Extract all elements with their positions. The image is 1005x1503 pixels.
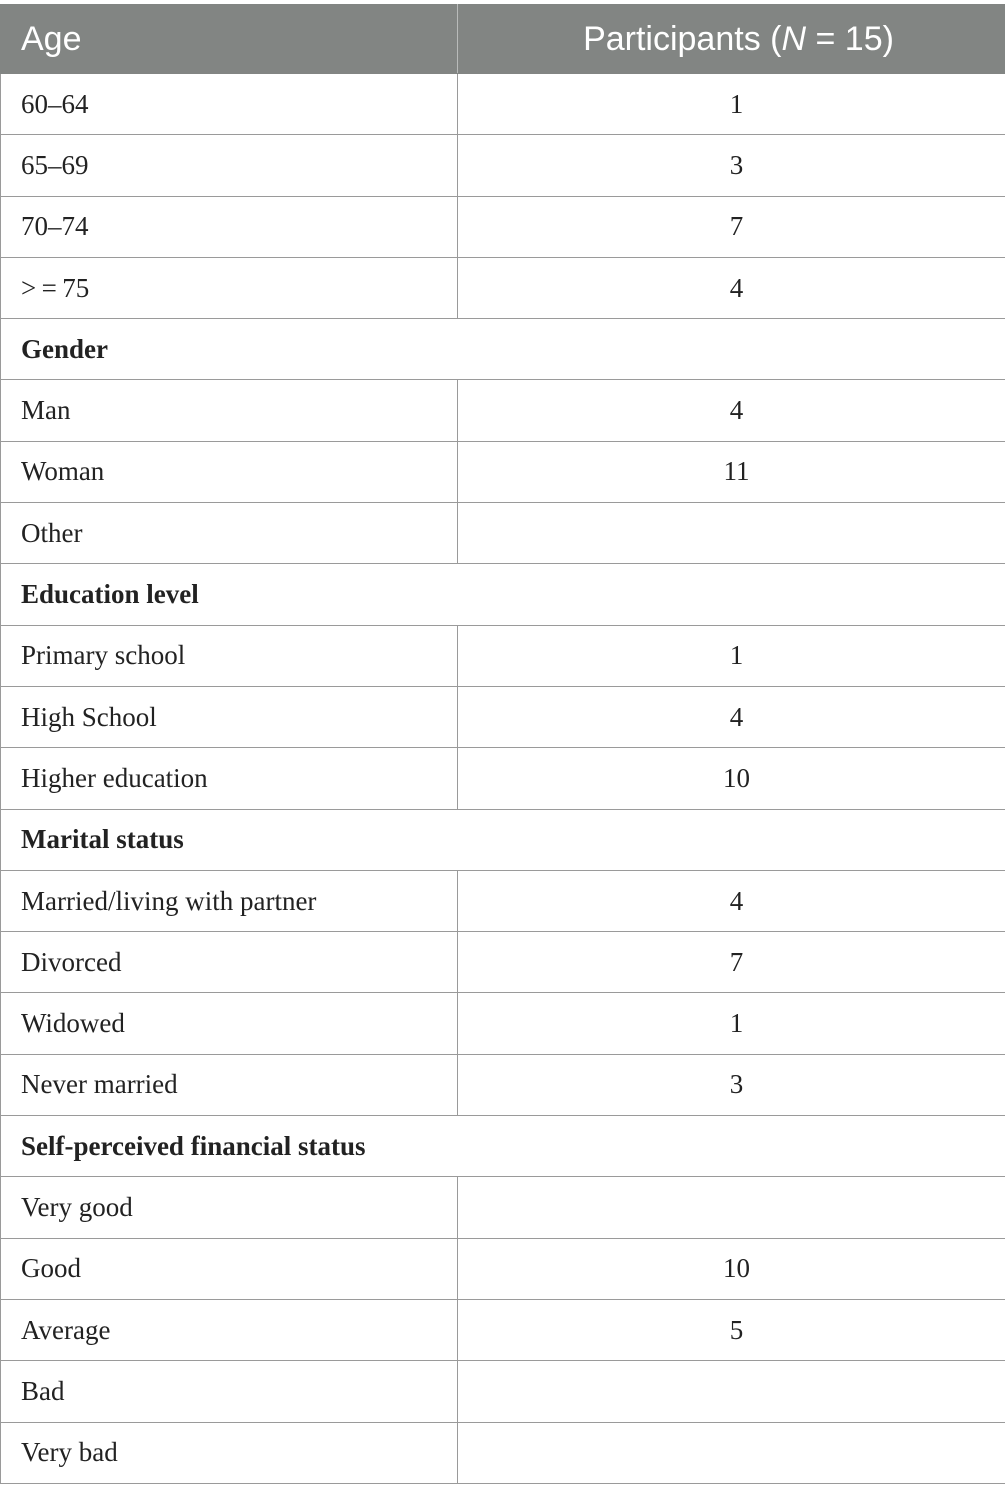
section-row-education	[1, 564, 1005, 625]
row-label: 70–74	[1, 196, 458, 257]
row-label: > = 75	[1, 257, 458, 318]
table-row	[1, 1177, 1005, 1238]
table-row	[1, 74, 1005, 135]
table-row	[1, 441, 1005, 502]
row-value: 10	[458, 1238, 1005, 1299]
section-title: Self-perceived financial status	[1, 1116, 1005, 1177]
section-row-financial	[1, 1116, 1005, 1177]
table-row	[1, 748, 1005, 809]
table-row	[1, 380, 1005, 441]
demographics-table	[0, 4, 1005, 1484]
row-label: Higher education	[1, 748, 458, 809]
table-row	[1, 196, 1005, 257]
row-value: 7	[458, 196, 1005, 257]
row-value: 4	[458, 686, 1005, 747]
participants-header-prefix: Participants (	[583, 19, 782, 58]
section-title: Education level	[1, 564, 1005, 625]
participants-header-n: N	[781, 19, 807, 58]
table-body	[1, 74, 1005, 1484]
table-row	[1, 257, 1005, 318]
row-label: Good	[1, 1238, 458, 1299]
section-title: Gender	[1, 319, 1005, 380]
row-label: Man	[1, 380, 458, 441]
table-row	[1, 1299, 1005, 1360]
section-title: Marital status	[1, 809, 1005, 870]
row-label: 65–69	[1, 135, 458, 196]
table-header	[1, 5, 1005, 74]
row-value: 4	[458, 380, 1005, 441]
row-label: Divorced	[1, 932, 458, 993]
row-label: Never married	[1, 1054, 458, 1115]
row-value	[458, 503, 1005, 564]
section-row-gender	[1, 319, 1005, 380]
row-value	[458, 1361, 1005, 1422]
row-value	[458, 1422, 1005, 1483]
row-label: 60–64	[1, 74, 458, 135]
row-value: 11	[458, 441, 1005, 502]
row-value: 7	[458, 932, 1005, 993]
row-label: Woman	[1, 441, 458, 502]
section-row-marital	[1, 809, 1005, 870]
row-label: Very good	[1, 1177, 458, 1238]
row-value: 3	[458, 135, 1005, 196]
table-row	[1, 686, 1005, 747]
row-label: Primary school	[1, 625, 458, 686]
row-value: 1	[458, 993, 1005, 1054]
row-value: 1	[458, 625, 1005, 686]
header-row	[1, 5, 1005, 74]
row-value: 10	[458, 748, 1005, 809]
participants-column-header	[458, 5, 1005, 74]
age-column-header: Age	[1, 5, 458, 74]
table-row	[1, 870, 1005, 931]
table-row	[1, 1238, 1005, 1299]
row-label: Average	[1, 1299, 458, 1360]
row-label: Very bad	[1, 1422, 458, 1483]
table-row	[1, 625, 1005, 686]
table-row	[1, 993, 1005, 1054]
row-label: High School	[1, 686, 458, 747]
row-value: 5	[458, 1299, 1005, 1360]
row-label: Widowed	[1, 993, 458, 1054]
table-row	[1, 932, 1005, 993]
participants-header-suffix: = 15)	[806, 19, 894, 58]
row-label: Bad	[1, 1361, 458, 1422]
table-row	[1, 1422, 1005, 1483]
table-row	[1, 503, 1005, 564]
row-label: Other	[1, 503, 458, 564]
row-value: 4	[458, 257, 1005, 318]
row-value: 4	[458, 870, 1005, 931]
row-value: 3	[458, 1054, 1005, 1115]
table-row	[1, 135, 1005, 196]
row-value	[458, 1177, 1005, 1238]
row-value: 1	[458, 74, 1005, 135]
table-row	[1, 1361, 1005, 1422]
row-label: Married/living with partner	[1, 870, 458, 931]
table-row	[1, 1054, 1005, 1115]
